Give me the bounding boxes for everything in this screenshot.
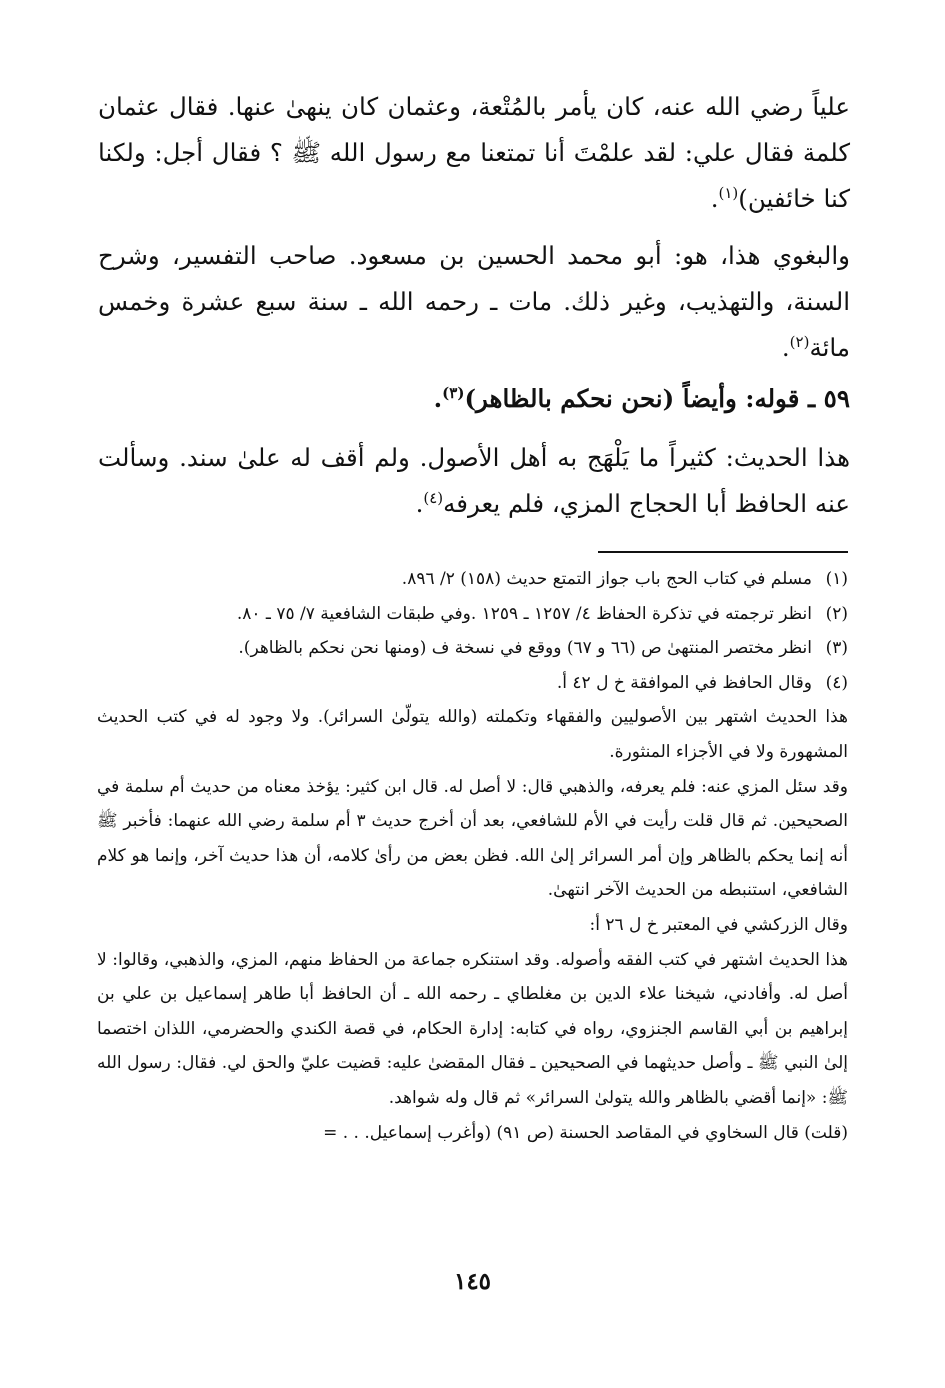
footnote-number: (٤) [825,672,848,693]
footnote-text: وقال الحافظ في الموافقة خ ل ٤٢ أ. [556,672,812,693]
paragraph-text: علياً رضي الله عنه، كان يأمر بالمُتْعة، وعثمان كان ينهىٰ عنها. فقال عثمان كلمة فقال علي: لقد علمْتَ أنا تمتعنا مع رسول الله ﷺ ؟ فقال أجل: ولكنا كنا خائفين) [98,92,850,213]
footnote-text: انظر مختصر المنتهىٰ ص (٦٦ و ٦٧) ووقع في نسخة ف (ومنها نحن نحكم بالظاهر). [238,638,812,659]
footnote-divider [598,551,848,553]
footnote-text: مسلم في كتاب الحج باب جواز التمتع حديث (١٥٨) ٢/ ٨٩٦. [401,569,812,589]
footnote-continuation: هذا الحديث اشتهر بين الأصوليين والفقهاء وتكملته (والله يتولّىٰ السرائر). ولا وجود له في كتب الحديث المشهورة ولا في الأجزاء المنثورة. [97,707,848,762]
footnote-continuation: هذا الحديث اشتهر في كتب الفقه وأصوله. وقد استنكره جماعة من الحفاظ منهم، المزي، والذهبي، وقالوا: لا أصل له. وأفادني، شيخنا علاء الدين بن مغلطاي ـ رحمه الله ـ أن الحافظ أبا طاهر إسماعيل بن علي بن إبراهيم بن أبي القاسم الجنزوي، رواه في كتابه: إدارة الحكام، في قصة الكندي والحضرمي، اللذان اختصما إلىٰ النبي ﷺ ـ وأصل حديثهما في الصحيحين ـ فقال المقضىٰ عليه: قضيت عليّ والحق لي. فقال: رسول الله ﷺ: «إنما أقضي بالظاهر والله يتولىٰ السرائر» ثم قال وله شواهد. [97,949,848,1108]
footnotes [97,562,848,1150]
footnote-continuation: (قلت) قال السخاوي في المقاصد الحسنة (ص ٩١) (وأغرب إسماعيل. . . = [323,1122,848,1143]
footnote-number: (١) [825,569,848,589]
footnote-3 [97,631,848,666]
body-paragraph-4: هذا الحديث: كثيراً ما يَلْهَج به أهل الأصول. ولم أقف له علىٰ سند. وسألت عنه الحافظ أبا الحجاج المزي، فلم يعرفه$^{(٤)}$. [98,443,850,518]
footnote-text: انظر ترجمته في تذكرة الحفاظ ٤/ ١٢٥٧ ـ ١٢٥٩ .وفي طبقات الشافعية ٧/ ٧٥ ـ ٨٠. [236,603,812,624]
footnote-4 [97,666,848,701]
body-paragraph-1: علياً رضي الله عنه، كان يأمر بالمُتْعة، وعثمان كان ينهىٰ عنها. فقال عثمان كلمة فقال علي: لقد علمْتَ أنا تمتعنا مع رسول الله ﷺ ؟ فقال أجل: ولكنا كنا خائفين)$^{(١)}$. [98,92,850,213]
footnote-1 [97,562,848,597]
body-paragraph-2: والبغوي هذا، هو: أبو محمد الحسين بن مسعود. صاحب التفسير، وشرح السنة، والتهذيب، وغير ذلك. مات ـ رحمه الله ـ سنة سبع عشرة وخمس مائة$^{(٢)}$. [98,241,850,362]
section-heading-59: ٥٩ ـ قوله: وأيضاً (نحن نحكم بالظاهر)$^{(٣)}$. [433,383,850,413]
footnote-ref-4[interactable]: (٤) [423,488,444,507]
footnote-number: (٣) [825,638,848,659]
paragraph-text: والبغوي هذا، هو: أبو محمد الحسين بن مسعود. صاحب التفسير، وشرح السنة، والتهذيب، وغير ذلك. مات ـ رحمه الله ـ سنة سبع عشرة وخمس مائة [98,241,850,362]
footnote-2 [97,597,848,632]
paragraph-text: هذا الحديث: كثيراً ما يَلْهَج به أهل الأصول. ولم أقف له علىٰ سند. وسألت عنه الحافظ أبا الحجاج المزي، فلم يعرفه [98,443,850,518]
footnote-continuation: وقد سئل المزي عنه: فلم يعرفه، والذهبي قال: لا أصل له. قال ابن كثير: يؤخذ معناه من حديث أم سلمة في الصحيحين. ثم قال قلت رأيت في الأم للشافعي، بعد أن أخرج حديث ٣ أم سلمة رضي الله عنهما: فأخبر ﷺ أنه إنما يحكم بالظاهر وإن أمر السرائر إلىٰ الله. فظن بعض من رأىٰ كلامه، أن هذا حديث آخر، وإنما هو كلام الشافعي، استنبطه من الحديث الآخر انتهىٰ. [97,776,848,901]
heading-text: ٥٩ ـ قوله: وأيضاً (نحن نحكم بالظاهر) [464,384,850,413]
footnote-continuation: وقال الزركشي في المعتبر خ ل ٢٦ أ: [589,914,848,935]
footnote-ref-3[interactable]: (٣) [442,383,465,402]
footnote-ref-2[interactable]: (٢) [789,332,810,351]
page-number: ١٤٥ [453,1268,492,1295]
footnote-number: (٢) [825,603,848,624]
footnote-ref-1[interactable]: (١) [718,183,739,202]
